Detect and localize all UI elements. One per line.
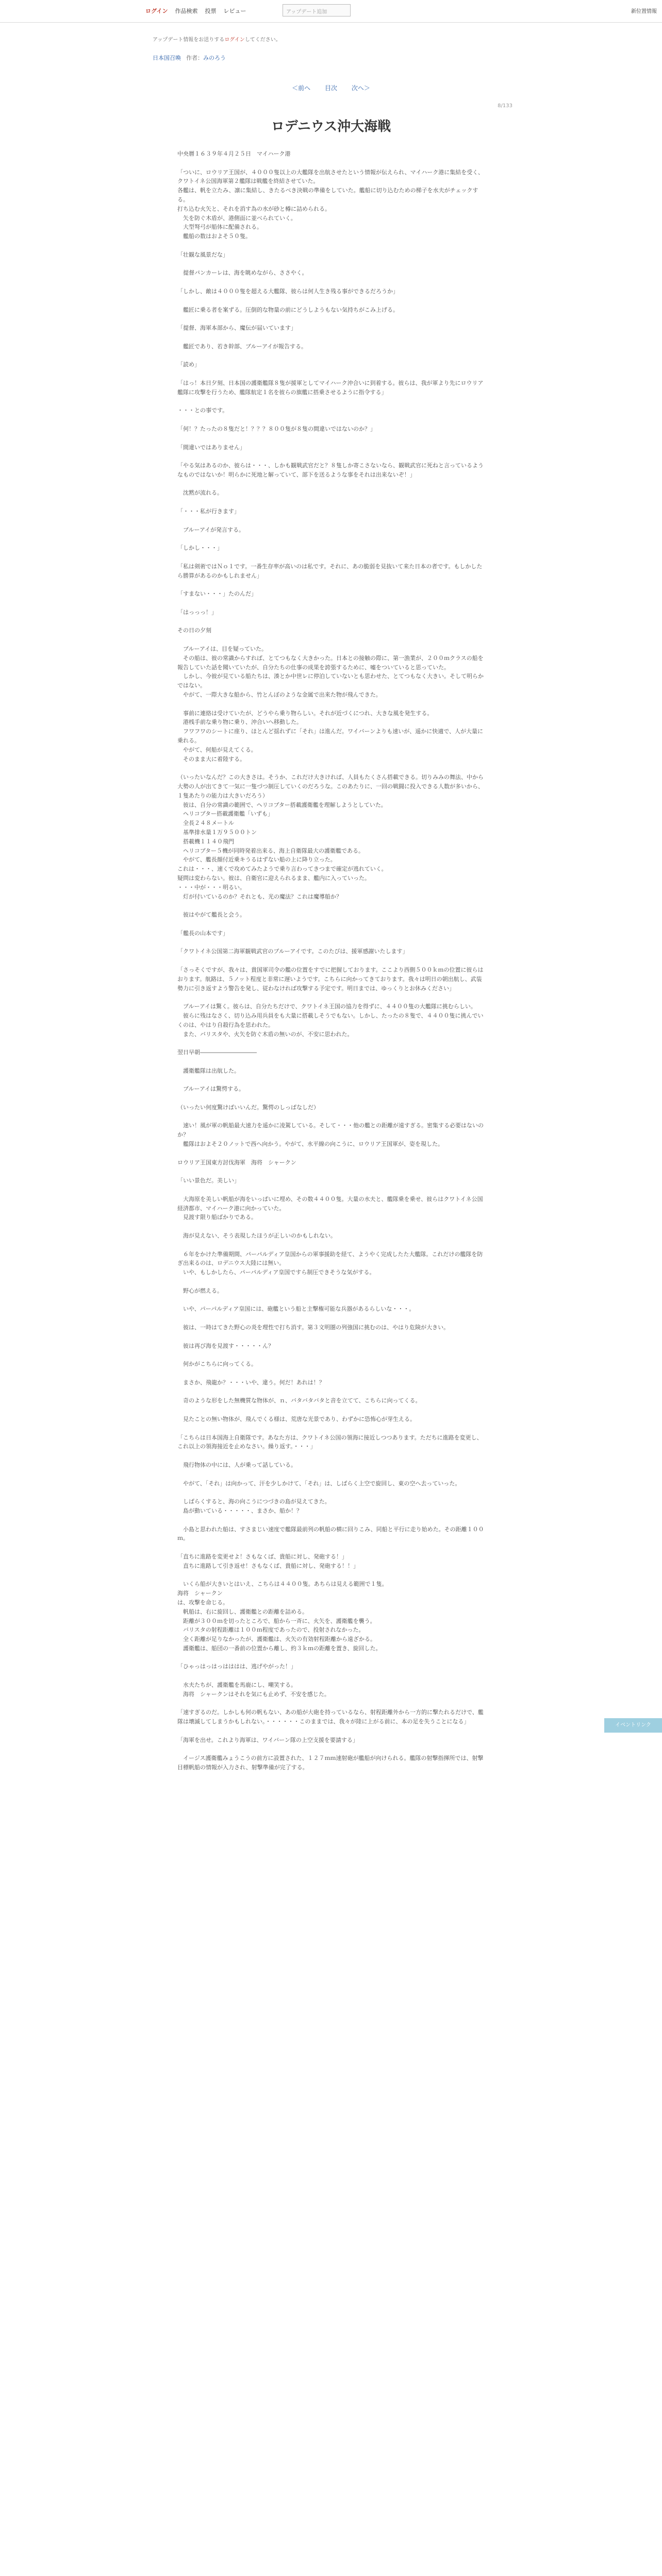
top-menu [145, 7, 246, 15]
login-link[interactable]: ログイン [145, 8, 168, 14]
chapter-title: ロデニウス沖大海戦 [271, 119, 391, 134]
chapter-body: 中央暦１６３９年４月２５日 マイハーク港 「ついに、ロウリア王国が、４０００隻以上の大艦隊を出航させたという情報が伝えられ、マイハーク港に集結を受く、クワトイネ公国海軍第２艦隊は戦艦を終結させていた。 各艦は、帆を立たみ、凛に集結し、きたるべき決戦の準備をしていた。艦船に切り込むための梯子を水夫がチェックする。 打ち込む火矢と、それを消す為の水が砂と樽に詰められる。 矢を防ぐ木盾が、港側面に並べられていく。 大型弩弓が船体に配備される。 艦船の数はおよそ５０隻。 「壮観な風景だな」 提督パンカーレは、海を眺めながら、ささやく。 「しかし、敵は４０００隻を超える大艦隊、彼らは何人生き残る事ができるだろうか」 艦匠に乗る者を案ずる。圧倒的な物量の前にどうしようもない気持ちがこみ上げる。 「提督、海軍本部から、魔伝が届いています」 艦匠であり、若き幹部、ブルーアイが報告する。 「読め」 「はっ！本日夕刻、日本国の護衛艦隊８隻が援軍としてマイハーク沖合いに到着する。彼らは、我が軍より先にロウリア艦隊に攻撃を行うため、艦隊航定１名を彼らの旗艦に搭乗させるように指令する」 ・・・との事です。 「何！？たったの８隻だと！？？？８００隻が８隻の間違いではないのか？」 「間違いではありません」 「やる気はあるのか、彼らは・・・、しかも観戦武官だと？８隻しか寄こさないなら、観戦武官に死ねと言っているようなものではないか！明らかに死地と解っていて、部下を送るような事をそれは出来ないぞ！」 沈黙が流れる。 「・・・私が行きます」 ブルーアイが発言する。 「しかし・・・」 「私は剣術ではＮｏ１です。一番生存率が高いのは私です。それに、あの脆弱を見抜いて来た日本の者です。もしかしたら勝算があるのかもしれません」 「すまない・・・」たのんだ」 「はっっっ！」 その日の夕刻 ブルーアイは、目を疑っていた。 その船は、彼の常識からすれば、とてつもなく大きかった。日本との接触の際に、第一漁業が、２００ｍクラスの船を報告していた話を聞いていたが、自分たちの仕事の成果を誇張するために、嘘をついていると思っていた。 しかし、今彼が見ている船たちは、湊とか中世レに停泊していないとも思わせた、とてつもなく大きい。そして明らかではない。 やがて、一際大きな船から、竹とんぼのような金属で出来た物が飛んできた。 事前に連絡は受けていたが、どうやら乗り物らしい。それが近づくにつれ、大きな風を発生する。 港桟手前な乗り物に乗り、沖合いへ移動した。 フワフワのシートに座り、ほとんど揺れずに「それ」は進んだ。ワイバーンよりも速いが、遥かに快適で、人が大量に乗れる。 やがて、何船が見えてくる。 そのまま大に着陸する。 （いったいなんだ？この大きさは。そうか、これだけ大きければ、人員もたくさん搭載できる。切りみみの舞法、中から大勢の人が出てきて一気に一隻づつ制圧していくのだろうな。このあたりに、一回の戦闘に投入できる人数が多いから、１隻あたりの能力は大きいだろう） 彼は、自分の常識の範囲で、ヘリコプター搭載護衛艦を理解しようとしていた。 ヘリコプター搭載護衛艦「いずも」 全長２４８メートル 基準排水量１万９５００トン 搭載機１１４０飛門 ヘリコプター５機が同時発着出来る、海上自衛隊最大の護衛艦である。 やがて、艦長顔付近乗キうるはずない船の上に降り立った。 これは・・・、速くで攻めてみたようで乗り言わってきつまで確定が逃れていく。 疑問は変わらない。彼は、自衛官に迎えられるまま、艦内に入っていった。 ・・・中が・・・明るい。 灯が付いているのか？それとも、光の魔法？これは魔導船か？ 彼はやがて艦長と会う。 「艦長の山本です」 「クワトイネ公国第二海軍観戦武官のブルーアイです。このたびは、援軍感謝いたします」 「さっそくですが、我々は、貴国軍司令の艦の位置をすでに把握しております。ここより西側５００ｋｍの位置に彼らはおります。航路は、５ノット程度と非常に遅いようです。こちらに向かってきております。我々は明日の朝出航し、武装勢力に引き返すよう警告を発し、従わなければ攻撃する予定です。明日までは、ゆっくりとお休みください」 ブルーアイは驚く。彼らは、自分たちだけで、クワトイネ王国の協力を得ずに、４４００隻の大艦隊に挑むらしい。 彼らに残はなさく、切り込み用兵員をも大量に搭載しそうでもない。しかし、たったの８隻で、４４００隻に挑んでいくのは、やはり自殺行為を思われた。 また、バリスタや、火矢を防ぐ木盾の無いのが、不安に思われた。 翌日早朝―――――――――― 護衛艦隊は出航した。 ブルーアイは驚愕する。 （いったい何度驚けばいいんだ。驚愕のしっぱなしだ） 速い！風が軍の帆船最大速力を遥かに凌駕している。そして・・・他の艦との距離が遠すぎる。密集する必要はないのか？ 艦隊はおよそ２０ノットで西へ向かう。やがて、水平線の向こうに、ロウリア王国軍が、姿を現した。 ロウリア王国東方討伐海軍 海将 シャークン 「いい景色だ。美しい」 大海原を美しい帆船が海をいっぱいに埋め、その数４４００隻。大量の水夫と、艦隊乗を乗せ、彼らはクワトイネ公国経済都市、マイハーク港に向かっていた。 見渡す限り船ばかりである。 海が見えない、そう表現したほうが正しいのかもしれない。 ６年をかけた準備期間、パーパルディア皇国からの軍事援助を経て、ようやく完成したた大艦隊。これだけの艦隊を防ぎ出来るのは、ロデニウス大陸には無い。 いや、もしかしたら、パーパルディア皇国ですら制圧できそうな気がする。 野心が燃える。 いや、パーパルディア皇国には、砲艦という船と主撃権可能な兵器があるらしいな・・・。 彼は、一時はてきた野心の炎を理性で打ち消す。第３文明圏の列強国に挑むのは、やはり危険が大きい。 彼は再び海を見渡す・・・・・ん？ 何かがこちらに向ってくる。 まさか、飛龍か？・・・いや、違う。何だ！あれは！？ 奇のような形をした無機質な物体が、ｎ、バタバタバタと音を立てて、こちらに向ってくる。 見たことの無い物体が、飛んでくる様は、荒唐な光景であり、わずかに恐怖心が芽生える。 「こちらは日本国海上自衛隊です。あなた方は、クワトイネ公国の領海に接近しつつあります。ただちに進路を変更し、これ以上の領海接近を止めなさい。繰り返す。・・・」 飛行物体の中には、人が乗って話している。 やがて、「それ」は向かって、汗を少しかけて、「それ」は、しばらく上空で旋回し、東の空へ去っていった。 しばらくすると、海の向こうにつづきの島が見えてきた。 島が動いている・・・・・、まさか、船か！？ 小島と思われた船は、すさまじい速度で艦隊最前列の帆船の横に回りこみ、同船と平行に走り始めた。その距離１００ｍ。 「直ちに進路を変更せよ！さもなくば、貴船に対し、発砲する！」 直ちに進路して引き返せ！さもなくば、貴船に対し、発砲する！！」 いくら船が大きいとはいえ、こちらは４４００隻。あちらは見える範囲で１隻。 海将 シャークン は、攻撃を命じる。 帆船は、右に旋回し、護衛艦との距離を詰める。 距離が３００ｍを切ったところで、船から一斉に、火矢を、護衛艦を襲う。 バリスタの射程距離は１００ｍ程度であったので、投射されなかった。 全く距離が足りなかったが、護衛艦は、火矢の有効射程距離から遠ざかる。 護衛艦は、船団の一番前の位置から離し、約３ｋｍの距離を置き、旋回した。 「ひゃっはっはっはははは、逃げやがった！」 水夫たちが、護衛艦を馬鹿にし、嘲笑する。 海将 シャークンはそれを気にも止めず、不安を感じた。 「速すぎるのだ。しかしも何の帆もない、あの船が大砲を持っているなら、射程距離外から一方的に撃たれるだけで、艦隊は壊滅してしまうかもしれない。・・・・・・このままでは、我々が陸に上がる前に、本の足を失うことになる」 「海軍を出せ。これより海軍は、ワイバーン隊の上空支援を要請する」 イージス護衛艦みょうこうの前方に設置された、１２７ｍｍ速射砲が艦船が向けられる。艦隊の射撃指揮所では、射撃目標帆船の情報が入力され、射撃準備が完了する。 [177, 150, 484, 1771]
next-link[interactable]: 次へ＞ [351, 84, 370, 92]
notice-suffix: してください。 [244, 37, 281, 43]
notice-login-link[interactable]: ログイン [224, 37, 245, 43]
author-link[interactable]: みのろう [203, 55, 226, 61]
series-link[interactable]: 日本国召喚 [153, 55, 181, 61]
right-link[interactable]: 新位置情報 [631, 9, 657, 14]
login-notice [153, 35, 281, 43]
author-label: 作者： [186, 55, 203, 61]
novel-meta [153, 54, 226, 62]
page-number: 8/133 [498, 103, 512, 109]
vote-link[interactable]: 投票 [205, 8, 217, 14]
prev-link[interactable]: ＜前へ [292, 84, 311, 92]
search-input[interactable]: アップデート追加 [283, 4, 351, 16]
toc-link[interactable]: 目次 [324, 84, 337, 92]
notice-prefix: アップデート情報をお送りする [153, 37, 225, 43]
review-link[interactable]: レビュー [223, 8, 246, 14]
top-bar [0, 0, 662, 23]
side-floating-button[interactable]: イベントリンク [604, 1718, 662, 1733]
search-works-link[interactable]: 作品検索 [175, 8, 198, 14]
chapter-nav [0, 83, 662, 92]
